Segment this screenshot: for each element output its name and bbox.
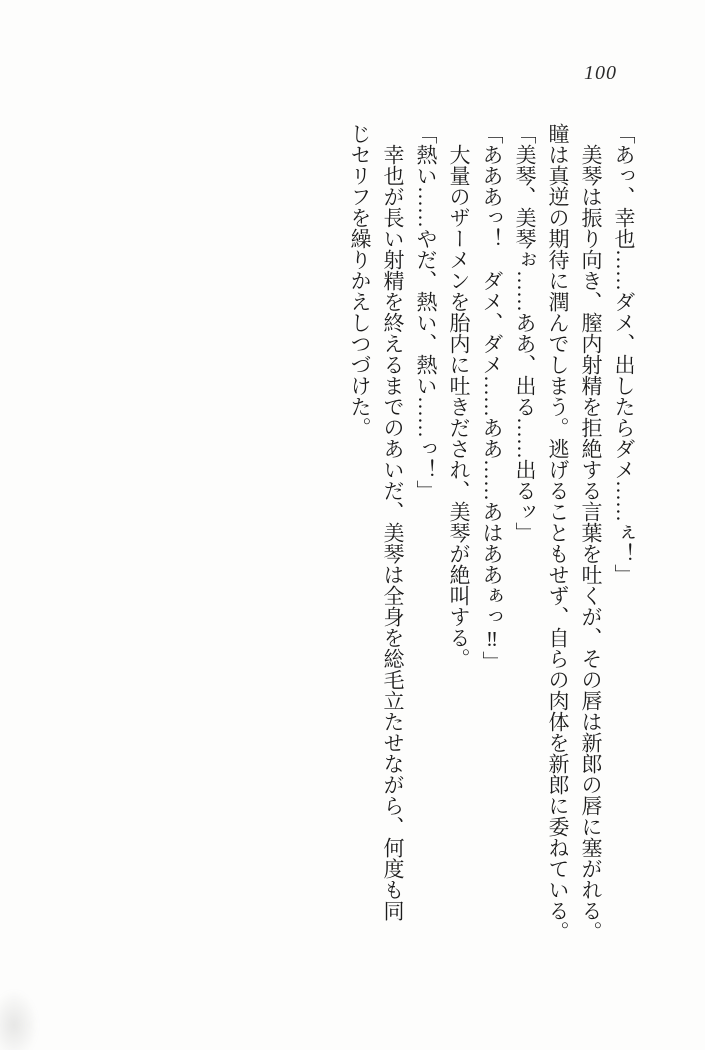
scan-smudge [0, 990, 38, 1050]
page-number: 100 [584, 62, 617, 84]
text-column: 幸也が長い射精を終えるまでのあいだ、美琴は全身を総毛立たせながら、何度も同 [381, 144, 405, 921]
text-column: 大量のザーメンを胎内に吐きだされ、美琴が絶叫する。 [447, 144, 471, 669]
text-column: じセリフを繰りかえしつづけた。 [348, 123, 372, 438]
text-column: 美琴は振り向き、膣内射精を拒絶する言葉を吐くが、その唇は新郎の唇に塞がれる。 [579, 144, 603, 942]
vertical-text-block [343, 123, 640, 971]
text-column: 「美琴、美琴ぉ……ああ、出る……出るッ」 [513, 123, 537, 543]
text-column: 「あああっ！ ダメ、ダメ……ああ……あはああぁっ‼」 [480, 123, 504, 672]
text-column: 「あっ、幸也……ダメ、出したらダメ……ぇ！」 [612, 123, 636, 585]
text-column: 瞳は真逆の期待に潤んでしまう。逃げることもせず、自らの肉体を新郎に委ねている。 [546, 123, 570, 942]
text-column: 「熱い……やだ、熱い、熱い……っ！」 [414, 123, 438, 501]
